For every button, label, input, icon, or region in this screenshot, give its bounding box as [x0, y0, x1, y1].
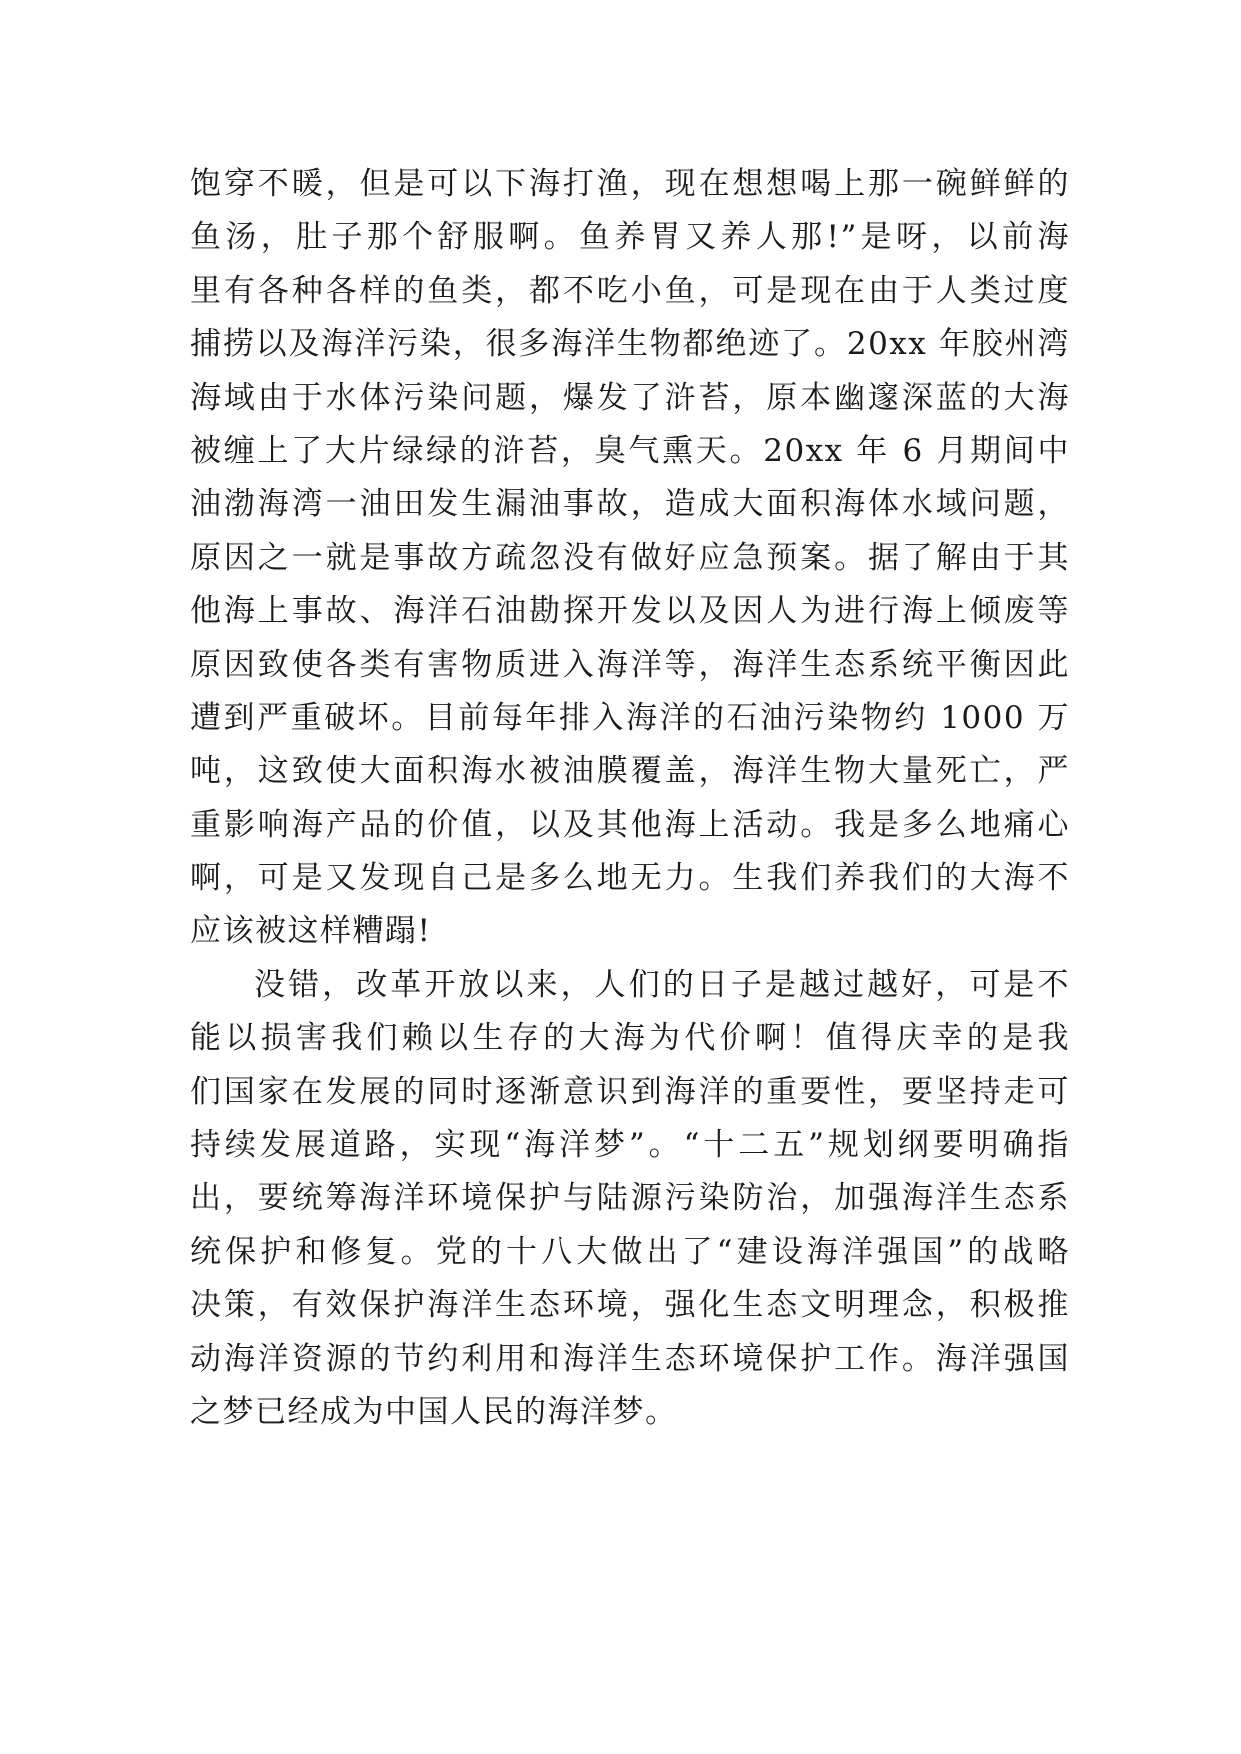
text-line: 出，要统筹海洋环境保护与陆源污染防治，加强海洋生态系	[190, 1180, 1070, 1217]
text-line: 之梦已经成为中国人民的海洋梦。	[190, 1393, 678, 1430]
text-line: 捕捞以及海洋污染，很多海洋生物都绝迹了。20xx 年胶州湾	[190, 326, 1070, 363]
text-line: 决策，有效保护海洋生态环境，强化生态文明理念，积极推	[190, 1287, 1070, 1324]
text-line: 啊，可是又发现自己是多么地无力。生我们养我们的大海不	[190, 860, 1070, 897]
text-line: 海域由于水体污染问题，爆发了浒苔，原本幽邃深蓝的大海	[190, 379, 1070, 416]
text-line: 吨，这致使大面积海水被油膜覆盖，海洋生物大量死亡，严	[190, 753, 1070, 790]
text-line: 们国家在发展的同时逐渐意识到海洋的重要性，要坚持走可	[190, 1073, 1070, 1110]
text-line: 统保护和修复。党的十八大做出了“建设海洋强国”的战略	[190, 1233, 1070, 1270]
text-line: 他海上事故、海洋石油勘探开发以及因人为进行海上倾废等	[190, 593, 1070, 630]
text-line: 重影响海产品的价值，以及其他海上活动。我是多么地痛心	[190, 806, 1070, 843]
text-line: 应该被这样糟蹋!	[190, 913, 432, 950]
text-line: 原因之一就是事故方疏忽没有做好应急预案。据了解由于其	[190, 539, 1070, 576]
text-line: 鱼汤，肚子那个舒服啊。鱼养胃又养人那!”是呀，以前海	[190, 219, 1070, 256]
text-line: 里有各种各样的鱼类，都不吃小鱼，可是现在由于人类过度	[190, 272, 1070, 309]
text-line: 被缠上了大片绿绿的浒苔，臭气熏天。20xx 年 6 月期间中	[190, 432, 1070, 469]
body-text	[190, 158, 1070, 1439]
paragraph-2	[190, 959, 1070, 1440]
text-line: 油渤海湾一油田发生漏油事故，造成大面积海体水域问题，	[190, 486, 1070, 523]
text-line: 能以损害我们赖以生存的大海为代价啊！值得庆幸的是我	[190, 1020, 1070, 1057]
text-line: 没错，改革开放以来，人们的日子是越过越好，可是不	[254, 966, 1070, 1003]
text-line: 原因致使各类有害物质进入海洋等，海洋生态系统平衡因此	[190, 646, 1070, 683]
text-line: 动海洋资源的节约利用和海洋生态环境保护工作。海洋强国	[190, 1340, 1070, 1377]
text-line: 持续发展道路，实现“海洋梦”。“十二五”规划纲要明确指	[190, 1127, 1070, 1164]
text-line: 饱穿不暖，但是可以下海打渔，现在想想喝上那一碗鲜鲜的	[190, 166, 1070, 202]
paragraph-1	[190, 158, 1070, 959]
text-line: 遭到严重破坏。目前每年排入海洋的石油污染物约 1000 万	[190, 699, 1070, 736]
